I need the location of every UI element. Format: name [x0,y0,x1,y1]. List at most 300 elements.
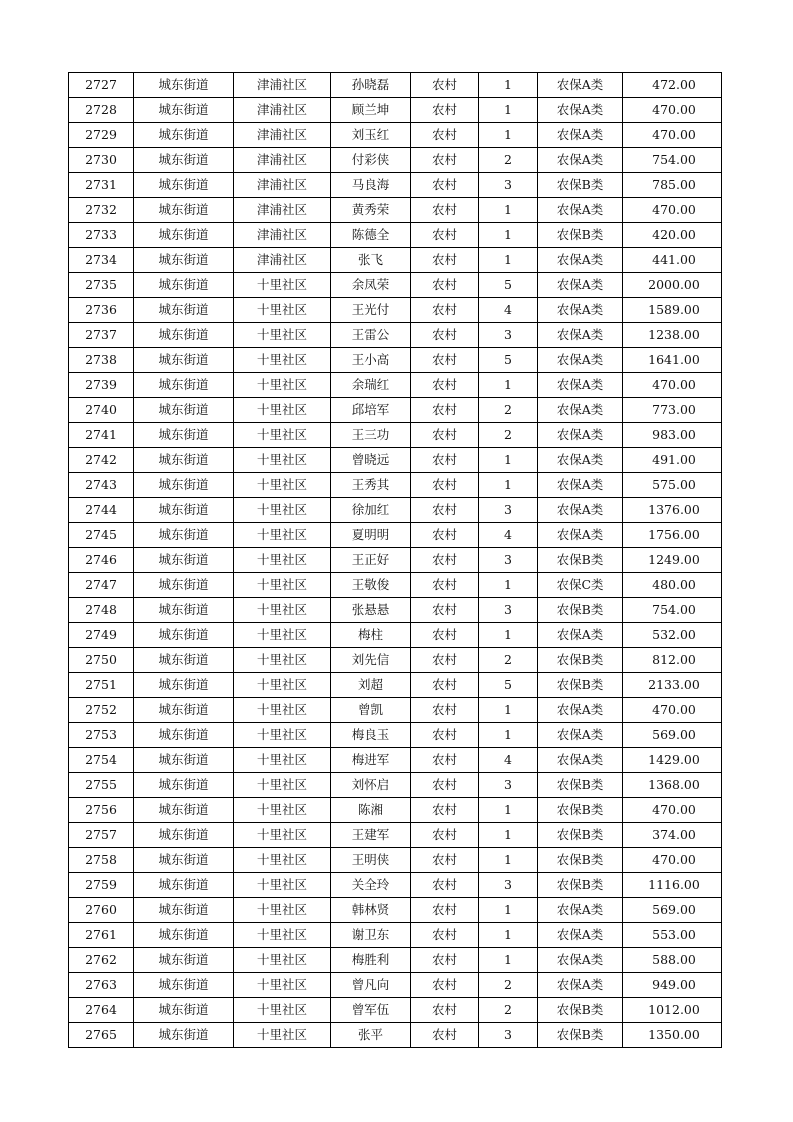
household-type-cell: 农村 [411,923,479,948]
community-cell: 十里社区 [234,723,331,748]
row-number-cell: 2737 [69,323,134,348]
insurance-category-cell: 农保A类 [538,73,623,98]
row-number-cell: 2760 [69,898,134,923]
community-cell: 十里社区 [234,573,331,598]
household-size-cell: 3 [479,498,538,523]
row-number-cell: 2752 [69,698,134,723]
street-cell: 城东街道 [134,123,234,148]
name-cell: 刘超 [331,673,411,698]
name-cell: 曾凯 [331,698,411,723]
community-cell: 十里社区 [234,648,331,673]
community-cell: 十里社区 [234,773,331,798]
street-cell: 城东街道 [134,723,234,748]
insurance-category-cell: 农保A类 [538,498,623,523]
amount-cell: 1116.00 [623,873,722,898]
community-cell: 津浦社区 [234,198,331,223]
street-cell: 城东街道 [134,473,234,498]
table-row [69,298,722,323]
household-type-cell: 农村 [411,873,479,898]
row-number-cell: 2735 [69,273,134,298]
street-cell: 城东街道 [134,348,234,373]
household-type-cell: 农村 [411,173,479,198]
table-row [69,573,722,598]
community-cell: 津浦社区 [234,98,331,123]
table-row [69,873,722,898]
insurance-category-cell: 农保A类 [538,748,623,773]
household-type-cell: 农村 [411,373,479,398]
amount-cell: 1350.00 [623,1023,722,1048]
name-cell: 王秀其 [331,473,411,498]
household-size-cell: 1 [479,73,538,98]
amount-cell: 470.00 [623,198,722,223]
insurance-category-cell: 农保A类 [538,698,623,723]
household-type-cell: 农村 [411,573,479,598]
name-cell: 邱培军 [331,398,411,423]
row-number-cell: 2733 [69,223,134,248]
name-cell: 王雷公 [331,323,411,348]
row-number-cell: 2754 [69,748,134,773]
amount-cell: 532.00 [623,623,722,648]
amount-cell: 1376.00 [623,498,722,523]
table-row [69,648,722,673]
row-number-cell: 2763 [69,973,134,998]
insurance-category-cell: 农保B类 [538,798,623,823]
street-cell: 城东街道 [134,898,234,923]
row-number-cell: 2747 [69,573,134,598]
street-cell: 城东街道 [134,148,234,173]
community-cell: 十里社区 [234,398,331,423]
name-cell: 张悬悬 [331,598,411,623]
row-number-cell: 2730 [69,148,134,173]
insurance-category-cell: 农保A类 [538,973,623,998]
name-cell: 王小高 [331,348,411,373]
insurance-category-cell: 农保A类 [538,948,623,973]
street-cell: 城东街道 [134,1023,234,1048]
table-row [69,223,722,248]
street-cell: 城东街道 [134,498,234,523]
row-number-cell: 2742 [69,448,134,473]
household-type-cell: 农村 [411,948,479,973]
table-row [69,973,722,998]
household-size-cell: 1 [479,98,538,123]
community-cell: 十里社区 [234,923,331,948]
table-row [69,723,722,748]
street-cell: 城东街道 [134,798,234,823]
name-cell: 梅良玉 [331,723,411,748]
amount-cell: 553.00 [623,923,722,948]
name-cell: 张平 [331,1023,411,1048]
household-size-cell: 1 [479,848,538,873]
row-number-cell: 2743 [69,473,134,498]
name-cell: 马良海 [331,173,411,198]
name-cell: 张飞 [331,248,411,273]
community-cell: 津浦社区 [234,223,331,248]
name-cell: 王正好 [331,548,411,573]
table-row [69,848,722,873]
community-cell: 十里社区 [234,548,331,573]
insurance-category-cell: 农保A类 [538,923,623,948]
household-type-cell: 农村 [411,273,479,298]
household-size-cell: 3 [479,173,538,198]
insurance-category-cell: 农保A类 [538,98,623,123]
household-size-cell: 1 [479,223,538,248]
insurance-category-cell: 农保A类 [538,248,623,273]
amount-cell: 480.00 [623,573,722,598]
household-size-cell: 1 [479,448,538,473]
table-row [69,548,722,573]
insurance-category-cell: 农保A类 [538,373,623,398]
insurance-category-cell: 农保B类 [538,598,623,623]
household-type-cell: 农村 [411,748,479,773]
street-cell: 城东街道 [134,448,234,473]
community-cell: 十里社区 [234,698,331,723]
name-cell: 梅进军 [331,748,411,773]
amount-cell: 2000.00 [623,273,722,298]
row-number-cell: 2755 [69,773,134,798]
insurance-category-cell: 农保B类 [538,823,623,848]
name-cell: 徐加红 [331,498,411,523]
household-size-cell: 1 [479,123,538,148]
street-cell: 城东街道 [134,423,234,448]
insurance-category-cell: 农保A类 [538,198,623,223]
street-cell: 城东街道 [134,573,234,598]
table-row [69,898,722,923]
street-cell: 城东街道 [134,623,234,648]
household-size-cell: 5 [479,348,538,373]
amount-cell: 1368.00 [623,773,722,798]
household-type-cell: 农村 [411,998,479,1023]
table-row [69,448,722,473]
household-size-cell: 4 [479,748,538,773]
name-cell: 王三功 [331,423,411,448]
row-number-cell: 2744 [69,498,134,523]
name-cell: 王建军 [331,823,411,848]
household-size-cell: 2 [479,998,538,1023]
name-cell: 余凤荣 [331,273,411,298]
community-cell: 十里社区 [234,898,331,923]
household-size-cell: 1 [479,473,538,498]
name-cell: 曾凡向 [331,973,411,998]
community-cell: 十里社区 [234,598,331,623]
name-cell: 曾晓远 [331,448,411,473]
row-number-cell: 2756 [69,798,134,823]
household-type-cell: 农村 [411,123,479,148]
insurance-category-cell: 农保B类 [538,773,623,798]
table-row [69,423,722,448]
table-row [69,798,722,823]
table-row [69,348,722,373]
community-cell: 十里社区 [234,298,331,323]
table-row [69,198,722,223]
street-cell: 城东街道 [134,323,234,348]
household-size-cell: 3 [479,548,538,573]
household-size-cell: 3 [479,873,538,898]
row-number-cell: 2762 [69,948,134,973]
household-type-cell: 农村 [411,798,479,823]
household-size-cell: 1 [479,373,538,398]
row-number-cell: 2764 [69,998,134,1023]
household-type-cell: 农村 [411,398,479,423]
street-cell: 城东街道 [134,373,234,398]
street-cell: 城东街道 [134,748,234,773]
insurance-category-cell: 农保A类 [538,473,623,498]
insurance-category-cell: 农保A类 [538,323,623,348]
household-type-cell: 农村 [411,98,479,123]
table-row [69,923,722,948]
street-cell: 城东街道 [134,173,234,198]
street-cell: 城东街道 [134,198,234,223]
row-number-cell: 2751 [69,673,134,698]
community-cell: 十里社区 [234,323,331,348]
table-row [69,173,722,198]
name-cell: 刘怀启 [331,773,411,798]
name-cell: 孙晓磊 [331,73,411,98]
table-row [69,148,722,173]
community-cell: 十里社区 [234,373,331,398]
name-cell: 关全玲 [331,873,411,898]
household-size-cell: 2 [479,423,538,448]
amount-cell: 569.00 [623,723,722,748]
table-row [69,523,722,548]
street-cell: 城东街道 [134,298,234,323]
row-number-cell: 2758 [69,848,134,873]
street-cell: 城东街道 [134,673,234,698]
household-size-cell: 1 [479,923,538,948]
name-cell: 夏明明 [331,523,411,548]
table-body [69,73,722,1048]
community-cell: 津浦社区 [234,148,331,173]
insurance-category-cell: 农保A类 [538,723,623,748]
table-row [69,998,722,1023]
table-row [69,748,722,773]
name-cell: 刘玉红 [331,123,411,148]
amount-cell: 470.00 [623,98,722,123]
amount-cell: 1249.00 [623,548,722,573]
street-cell: 城东街道 [134,773,234,798]
street-cell: 城东街道 [134,973,234,998]
name-cell: 曾军伍 [331,998,411,1023]
household-size-cell: 2 [479,973,538,998]
household-size-cell: 2 [479,398,538,423]
name-cell: 梅柱 [331,623,411,648]
insurance-category-cell: 农保A类 [538,273,623,298]
insurance-category-cell: 农保A类 [538,123,623,148]
community-cell: 十里社区 [234,273,331,298]
insurance-category-cell: 农保A类 [538,898,623,923]
table-row [69,323,722,348]
insurance-category-cell: 农保B类 [538,548,623,573]
street-cell: 城东街道 [134,548,234,573]
name-cell: 黄秀荣 [331,198,411,223]
household-type-cell: 农村 [411,598,479,623]
household-size-cell: 1 [479,198,538,223]
amount-cell: 470.00 [623,698,722,723]
table-row [69,1023,722,1048]
insurance-category-cell: 农保A类 [538,448,623,473]
household-size-cell: 3 [479,773,538,798]
household-size-cell: 3 [479,1023,538,1048]
community-cell: 十里社区 [234,498,331,523]
row-number-cell: 2734 [69,248,134,273]
household-type-cell: 农村 [411,773,479,798]
row-number-cell: 2739 [69,373,134,398]
household-type-cell: 农村 [411,698,479,723]
insurance-category-cell: 农保B类 [538,223,623,248]
table-row [69,673,722,698]
name-cell: 陈德全 [331,223,411,248]
amount-cell: 773.00 [623,398,722,423]
name-cell: 韩林贤 [331,898,411,923]
row-number-cell: 2731 [69,173,134,198]
amount-cell: 374.00 [623,823,722,848]
household-type-cell: 农村 [411,448,479,473]
row-number-cell: 2745 [69,523,134,548]
row-number-cell: 2749 [69,623,134,648]
amount-cell: 470.00 [623,373,722,398]
insurance-category-cell: 农保B类 [538,873,623,898]
table-row [69,98,722,123]
street-cell: 城东街道 [134,948,234,973]
row-number-cell: 2759 [69,873,134,898]
name-cell: 谢卫东 [331,923,411,948]
row-number-cell: 2753 [69,723,134,748]
household-size-cell: 2 [479,648,538,673]
community-cell: 十里社区 [234,848,331,873]
community-cell: 津浦社区 [234,73,331,98]
amount-cell: 1429.00 [623,748,722,773]
insurance-category-cell: 农保A类 [538,348,623,373]
street-cell: 城东街道 [134,873,234,898]
community-cell: 津浦社区 [234,123,331,148]
name-cell: 王光付 [331,298,411,323]
row-number-cell: 2729 [69,123,134,148]
table-row [69,698,722,723]
household-type-cell: 农村 [411,473,479,498]
household-type-cell: 农村 [411,973,479,998]
row-number-cell: 2728 [69,98,134,123]
table-row [69,498,722,523]
amount-cell: 441.00 [623,248,722,273]
street-cell: 城东街道 [134,98,234,123]
insurance-category-cell: 农保A类 [538,523,623,548]
row-number-cell: 2748 [69,598,134,623]
insurance-category-cell: 农保B类 [538,848,623,873]
household-type-cell: 农村 [411,73,479,98]
name-cell: 顾兰坤 [331,98,411,123]
household-type-cell: 农村 [411,348,479,373]
row-number-cell: 2740 [69,398,134,423]
amount-cell: 470.00 [623,123,722,148]
table-row [69,948,722,973]
row-number-cell: 2757 [69,823,134,848]
household-type-cell: 农村 [411,223,479,248]
household-size-cell: 1 [479,248,538,273]
amount-cell: 472.00 [623,73,722,98]
table-row [69,373,722,398]
street-cell: 城东街道 [134,248,234,273]
household-size-cell: 3 [479,598,538,623]
table-row [69,123,722,148]
amount-cell: 1756.00 [623,523,722,548]
household-type-cell: 农村 [411,523,479,548]
household-type-cell: 农村 [411,648,479,673]
community-cell: 十里社区 [234,798,331,823]
street-cell: 城东街道 [134,923,234,948]
community-cell: 十里社区 [234,673,331,698]
amount-cell: 785.00 [623,173,722,198]
amount-cell: 470.00 [623,798,722,823]
row-number-cell: 2750 [69,648,134,673]
household-type-cell: 农村 [411,498,479,523]
table-row [69,273,722,298]
table-row [69,73,722,98]
row-number-cell: 2738 [69,348,134,373]
household-size-cell: 5 [479,273,538,298]
household-size-cell: 1 [479,898,538,923]
table-row [69,598,722,623]
household-type-cell: 农村 [411,623,479,648]
amount-cell: 949.00 [623,973,722,998]
household-type-cell: 农村 [411,248,479,273]
insurance-category-cell: 农保B类 [538,648,623,673]
amount-cell: 1641.00 [623,348,722,373]
name-cell: 王明侠 [331,848,411,873]
amount-cell: 470.00 [623,848,722,873]
name-cell: 付彩侠 [331,148,411,173]
amount-cell: 569.00 [623,898,722,923]
community-cell: 十里社区 [234,973,331,998]
street-cell: 城东街道 [134,998,234,1023]
household-size-cell: 4 [479,523,538,548]
community-cell: 十里社区 [234,948,331,973]
household-type-cell: 农村 [411,898,479,923]
insurance-category-cell: 农保A类 [538,423,623,448]
community-cell: 津浦社区 [234,248,331,273]
community-cell: 十里社区 [234,348,331,373]
row-number-cell: 2741 [69,423,134,448]
street-cell: 城东街道 [134,73,234,98]
table-row [69,823,722,848]
community-cell: 十里社区 [234,473,331,498]
street-cell: 城东街道 [134,648,234,673]
amount-cell: 575.00 [623,473,722,498]
amount-cell: 812.00 [623,648,722,673]
household-type-cell: 农村 [411,298,479,323]
community-cell: 十里社区 [234,448,331,473]
street-cell: 城东街道 [134,273,234,298]
amount-cell: 1012.00 [623,998,722,1023]
amount-cell: 2133.00 [623,673,722,698]
row-number-cell: 2732 [69,198,134,223]
name-cell: 余瑞红 [331,373,411,398]
amount-cell: 491.00 [623,448,722,473]
row-number-cell: 2761 [69,923,134,948]
amount-cell: 983.00 [623,423,722,448]
amount-cell: 588.00 [623,948,722,973]
household-type-cell: 农村 [411,1023,479,1048]
household-type-cell: 农村 [411,823,479,848]
amount-cell: 1238.00 [623,323,722,348]
household-type-cell: 农村 [411,723,479,748]
household-type-cell: 农村 [411,423,479,448]
community-cell: 十里社区 [234,423,331,448]
household-size-cell: 1 [479,948,538,973]
community-cell: 津浦社区 [234,173,331,198]
insurance-category-cell: 农保A类 [538,298,623,323]
row-number-cell: 2736 [69,298,134,323]
household-size-cell: 1 [479,573,538,598]
community-cell: 十里社区 [234,873,331,898]
